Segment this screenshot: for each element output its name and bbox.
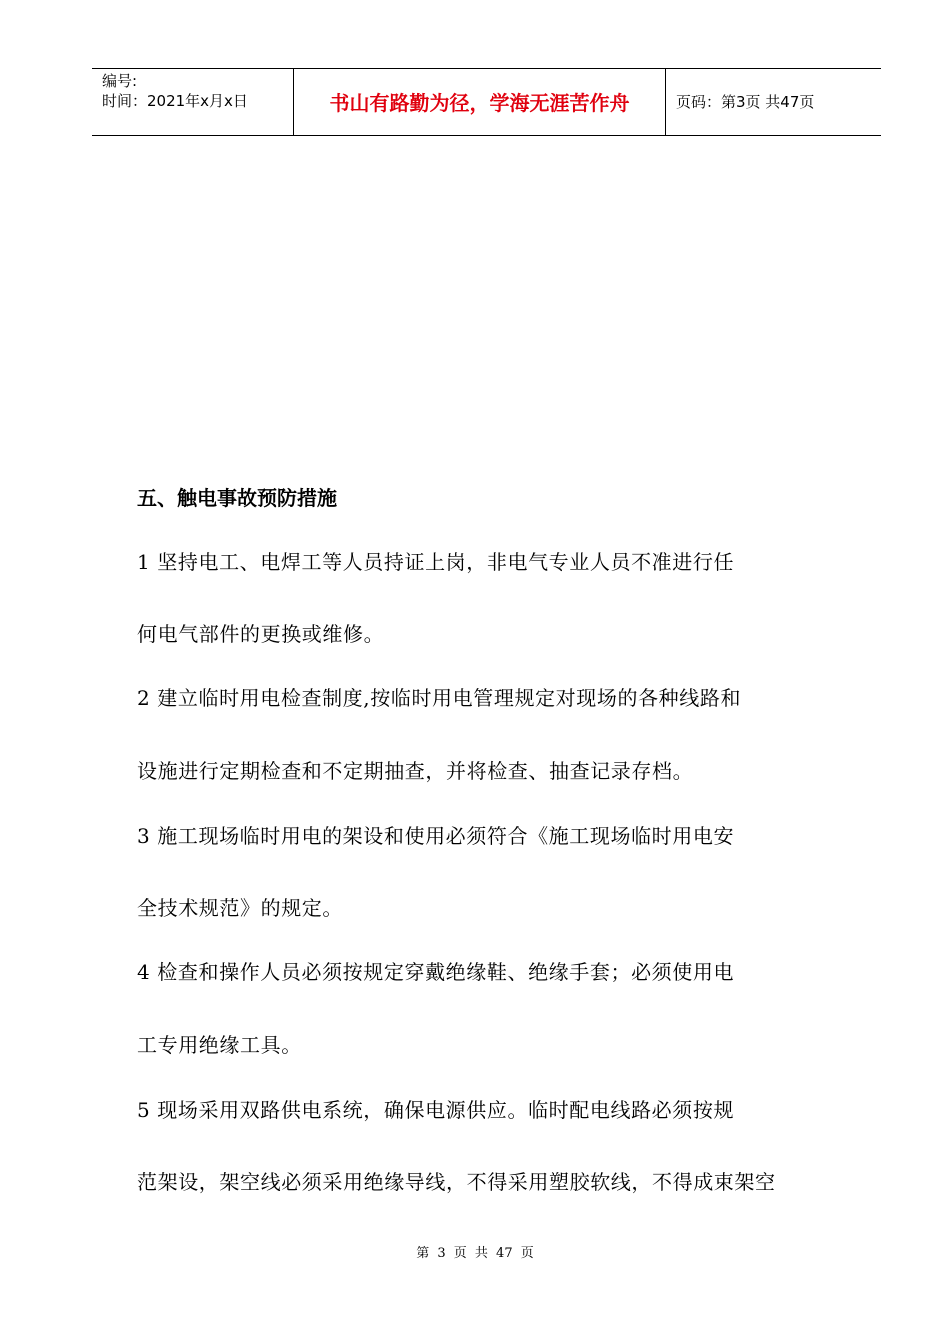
paragraph-line: 工专用绝缘工具。: [137, 1033, 302, 1057]
header-page-label: 页码：第3页 共47页: [676, 93, 815, 111]
paragraph-line: 4 检查和操作人员必须按规定穿戴绝缘鞋、绝缘手套；必须使用电: [137, 960, 735, 984]
page-footer: 第 3 页 共 47 页: [416, 1246, 534, 1261]
header-middle-cell: [293, 69, 666, 135]
header-left-cell: [92, 69, 293, 135]
header-motto: 书山有路勤为径，学海无涯苦作舟: [329, 91, 630, 115]
paragraph-line: 何电气部件的更换或维修。: [137, 622, 385, 646]
paragraph-line: 2 建立临时用电检查制度,按临时用电管理规定对现场的各种线路和: [137, 686, 742, 710]
section-heading: 五、触电事故预防措施: [137, 486, 337, 510]
paragraph-line: 设施进行定期检查和不定期抽查，并将检查、抽查记录存档。: [137, 759, 694, 783]
header-right-cell: [666, 69, 881, 135]
document-code-label: 编号:: [102, 72, 138, 90]
paragraph-line: 全技术规范》的规定。: [137, 896, 343, 920]
paragraph-line: 3 施工现场临时用电的架设和使用必须符合《施工现场临时用电安: [137, 824, 735, 848]
paragraph-line: 5 现场采用双路供电系统，确保电源供应。临时配电线路必须按规: [137, 1098, 735, 1122]
paragraph-line: 范架设，架空线必须采用绝缘导线，不得采用塑胶软线，不得成束架空: [137, 1170, 776, 1194]
paragraph-line: 1 坚持电工、电焊工等人员持证上岗，非电气专业人员不准进行任: [137, 550, 735, 574]
document-date-label: 时间：2021年x月x日: [102, 92, 248, 110]
page-header: [92, 68, 881, 136]
